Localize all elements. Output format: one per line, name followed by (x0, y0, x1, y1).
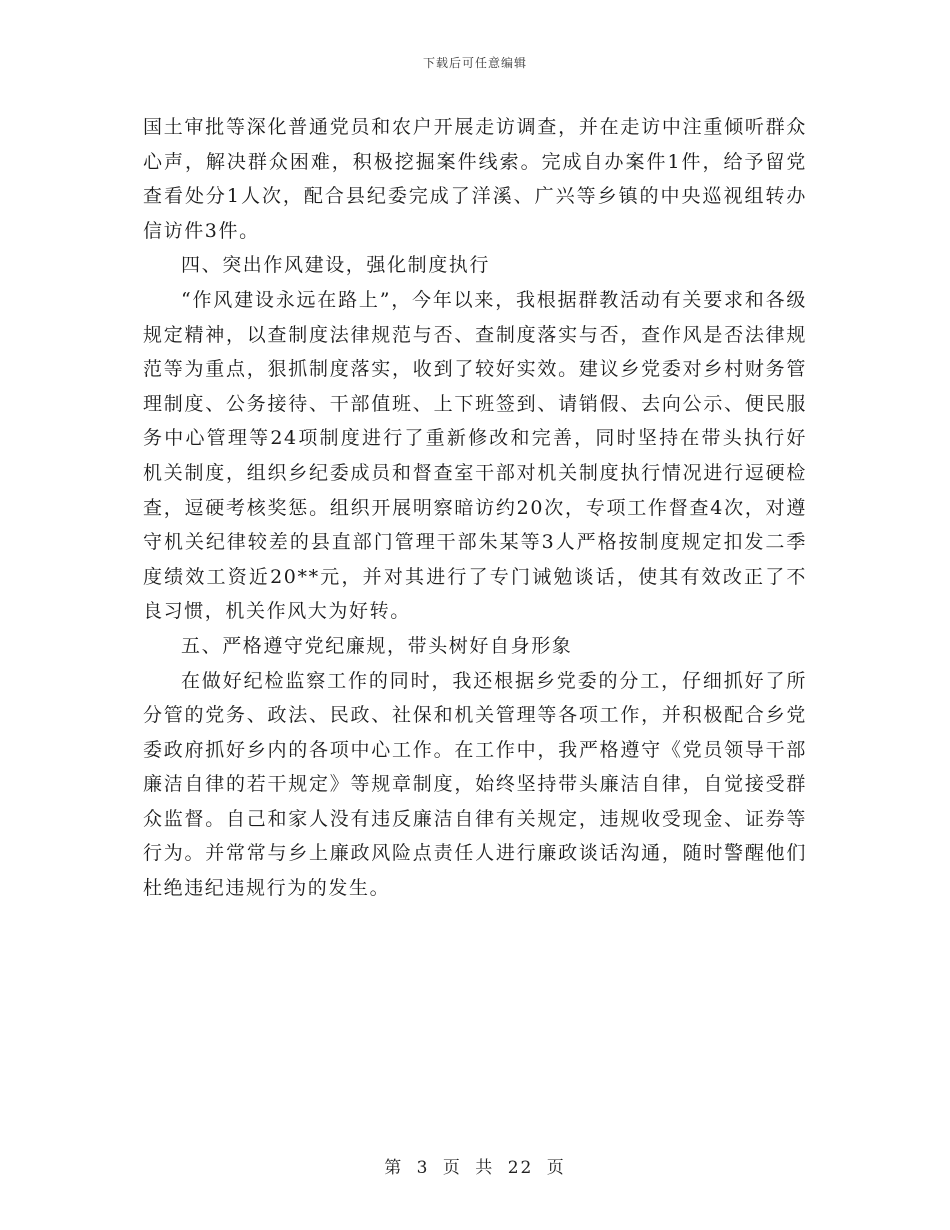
paragraph: 国土审批等深化普通党员和农户开展走访调查，并在走访中注重倾听群众心声，解决群众困难，积极挖掘案件线索。完成自办案件1件，给予留党查看处分1人次，配合县纪委完成了洋溪、广兴等乡镇的中央巡视组转办信访件3件。 (143, 116, 807, 242)
document-body (143, 110, 807, 906)
header-note: 下载后可任意编辑 (422, 56, 527, 70)
page-number: 第 3 页 共 22 页 (384, 1158, 566, 1178)
section-heading: 五、严格遵守党纪廉规，带头树好自身形象 (181, 634, 573, 657)
paragraph: “作风建设永远在路上”，今年以来，我根据群教活动有关要求和各级规定精神，以查制度法律规范与否、查制度落实与否，查作风是否法律规范等为重点，狠抓制度落实，收到了较好实效。建议乡党委对乡村财务管理制度、公务接待、干部值班、上下班签到、请销假、去向公示、便民服务中心管理等24项制度进行了重新修改和完善，同时坚持在带头执行好机关制度，组织乡纪委成员和督查室干部对机关制度执行情况进行逗硬检查，逗硬考核奖惩。组织开展明察暗访约20次，专项工作督查4次，对遵守机关纪律较差的县直部门管理干部朱某等3人严格按制度规定扣发二季度绩效工资近20**元，并对其进行了专门诫勉谈话，使其有效改正了不良习惯，机关作风大为好转。 (143, 288, 807, 623)
paragraph: 在做好纪检监察工作的同时，我还根据乡党委的分工，仔细抓好了所分管的党务、政法、民政、社保和机关管理等各项工作，并积极配合乡党委政府抓好乡内的各项中心工作。在工作中，我严格遵守《党员领导干部廉洁自律的若干规定》等规章制度，始终坚持带头廉洁自律，自觉接受群众监督。自己和家人没有违反廉洁自律有关规定，违规收受现金、证券等行为。并常常与乡上廉政风险点责任人进行廉政谈话沟通，随时警醒他们杜绝违纪违规行为的发生。 (143, 669, 807, 900)
section-heading: 四、突出作风建设，强化制度执行 (181, 254, 491, 277)
